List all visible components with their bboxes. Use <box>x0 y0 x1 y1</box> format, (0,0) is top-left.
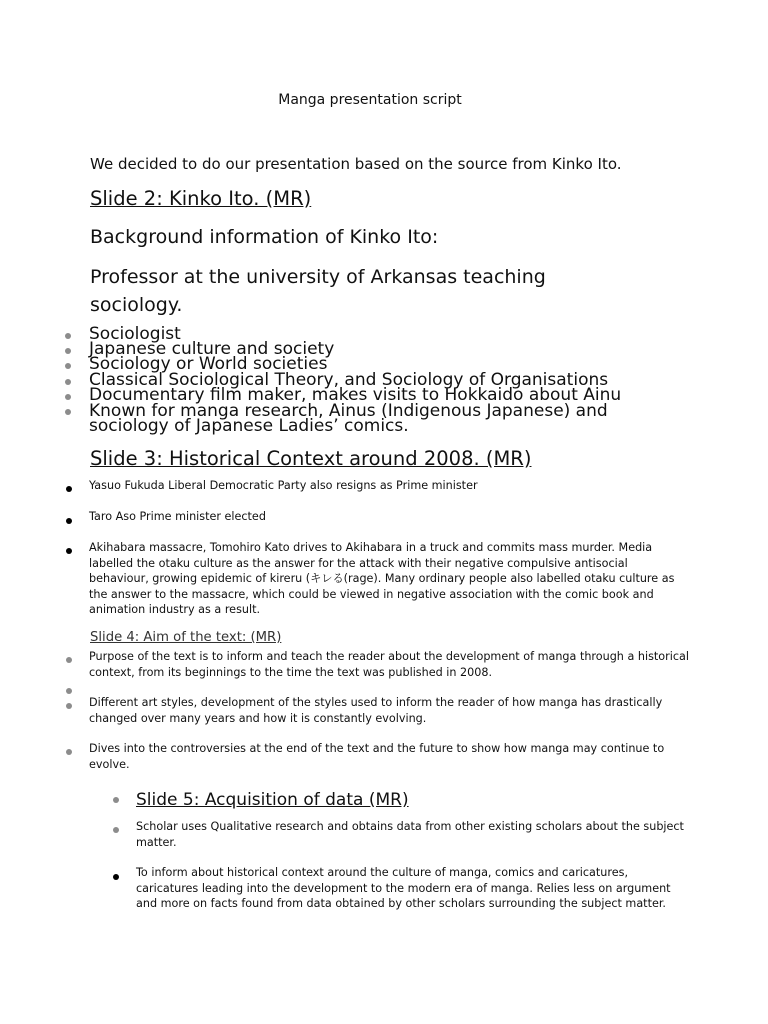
list-item: Sociology or World societies <box>89 354 328 374</box>
slide4-heading: Slide 4: Aim of the text: (MR) <box>90 630 282 645</box>
bullet-dot <box>66 703 72 709</box>
slide4-bullet-2: Different art styles, development of the styles used to inform the reader of how manga has drastically changed over many years and how it is constantly evolving. <box>89 696 663 725</box>
bullet-dot <box>66 688 72 694</box>
list-item: Japanese culture and society <box>89 339 335 359</box>
bullet-dot <box>66 657 72 663</box>
bullet-dot <box>113 797 119 803</box>
professor-line: Professor at the university of Arkansas teaching sociology. <box>90 266 546 316</box>
bullet-dot <box>66 486 72 492</box>
list-item: Known for manga research, Ainus (Indigenous Japanese) and <box>89 401 608 421</box>
list-item: Sociologist <box>89 324 181 344</box>
document-title: Manga presentation script <box>278 92 462 108</box>
slide3-heading: Slide 3: Historical Context around 2008. (MR) <box>90 447 532 470</box>
bullet-dot <box>65 394 71 400</box>
bullet-dot <box>113 827 119 833</box>
bullet-dot <box>66 518 72 524</box>
bullet-dot <box>66 749 72 755</box>
slide5-bullet-1: Scholar uses Qualitative research and obtains data from other existing scholars about the subject matter. <box>136 820 684 849</box>
intro-paragraph: We decided to do our presentation based on the source from Kinko Ito. <box>90 155 622 173</box>
bullet-dot <box>66 548 72 554</box>
slide2-heading: Slide 2: Kinko Ito. (MR) <box>90 187 312 210</box>
list-item: Classical Sociological Theory, and Sociology of Organisations <box>89 370 609 390</box>
slide3-bullet-1: Yasuo Fukuda Liberal Democratic Party also resigns as Prime minister <box>89 479 478 492</box>
slide3-bullet-2: Taro Aso Prime minister elected <box>89 510 266 523</box>
bullet-dot <box>113 874 119 880</box>
slide5-bullet-2: To inform about historical context around the culture of manga, comics and caricatures, caricatures leading into the development to the modern era of manga. Relies less on argument and more on facts found from data obtained by other scholars surrounding the subject matter. <box>136 866 671 910</box>
bullet-dot <box>65 333 71 339</box>
list-item: Documentary film maker, makes visits to Hokkaido about Ainu <box>89 385 622 405</box>
slide5-heading: Slide 5: Acquisition of data (MR) <box>136 790 409 810</box>
background-heading: Background information of Kinko Ito: <box>90 226 439 248</box>
bullet-dot <box>65 409 71 415</box>
list-item-continuation: sociology of Japanese Ladies’ comics. <box>89 416 409 436</box>
slide4-bullet-3: Dives into the controversies at the end of the text and the future to show how manga may continue to evolve. <box>89 742 665 771</box>
slide4-bullet-1: Purpose of the text is to inform and teach the reader about the development of manga through a historical context, from its beginnings to the time the text was published in 2008. <box>89 650 689 679</box>
slide3-bullet-3: Akihabara massacre, Tomohiro Kato drives to Akihabara in a truck and commits mass murder. Media labelled the otaku culture as the answer for the attack with their negative compulsive antisocial behaviour, growing epidemic of kireru (キレる(rage). Many ordinary people also labelled otaku culture as the answer to the massacre, which could be viewed in negative association with the comic book and animation industry as a result. <box>89 541 675 616</box>
bullet-dot <box>65 379 71 385</box>
bullet-dot <box>65 348 71 354</box>
bullet-dot <box>65 363 71 369</box>
